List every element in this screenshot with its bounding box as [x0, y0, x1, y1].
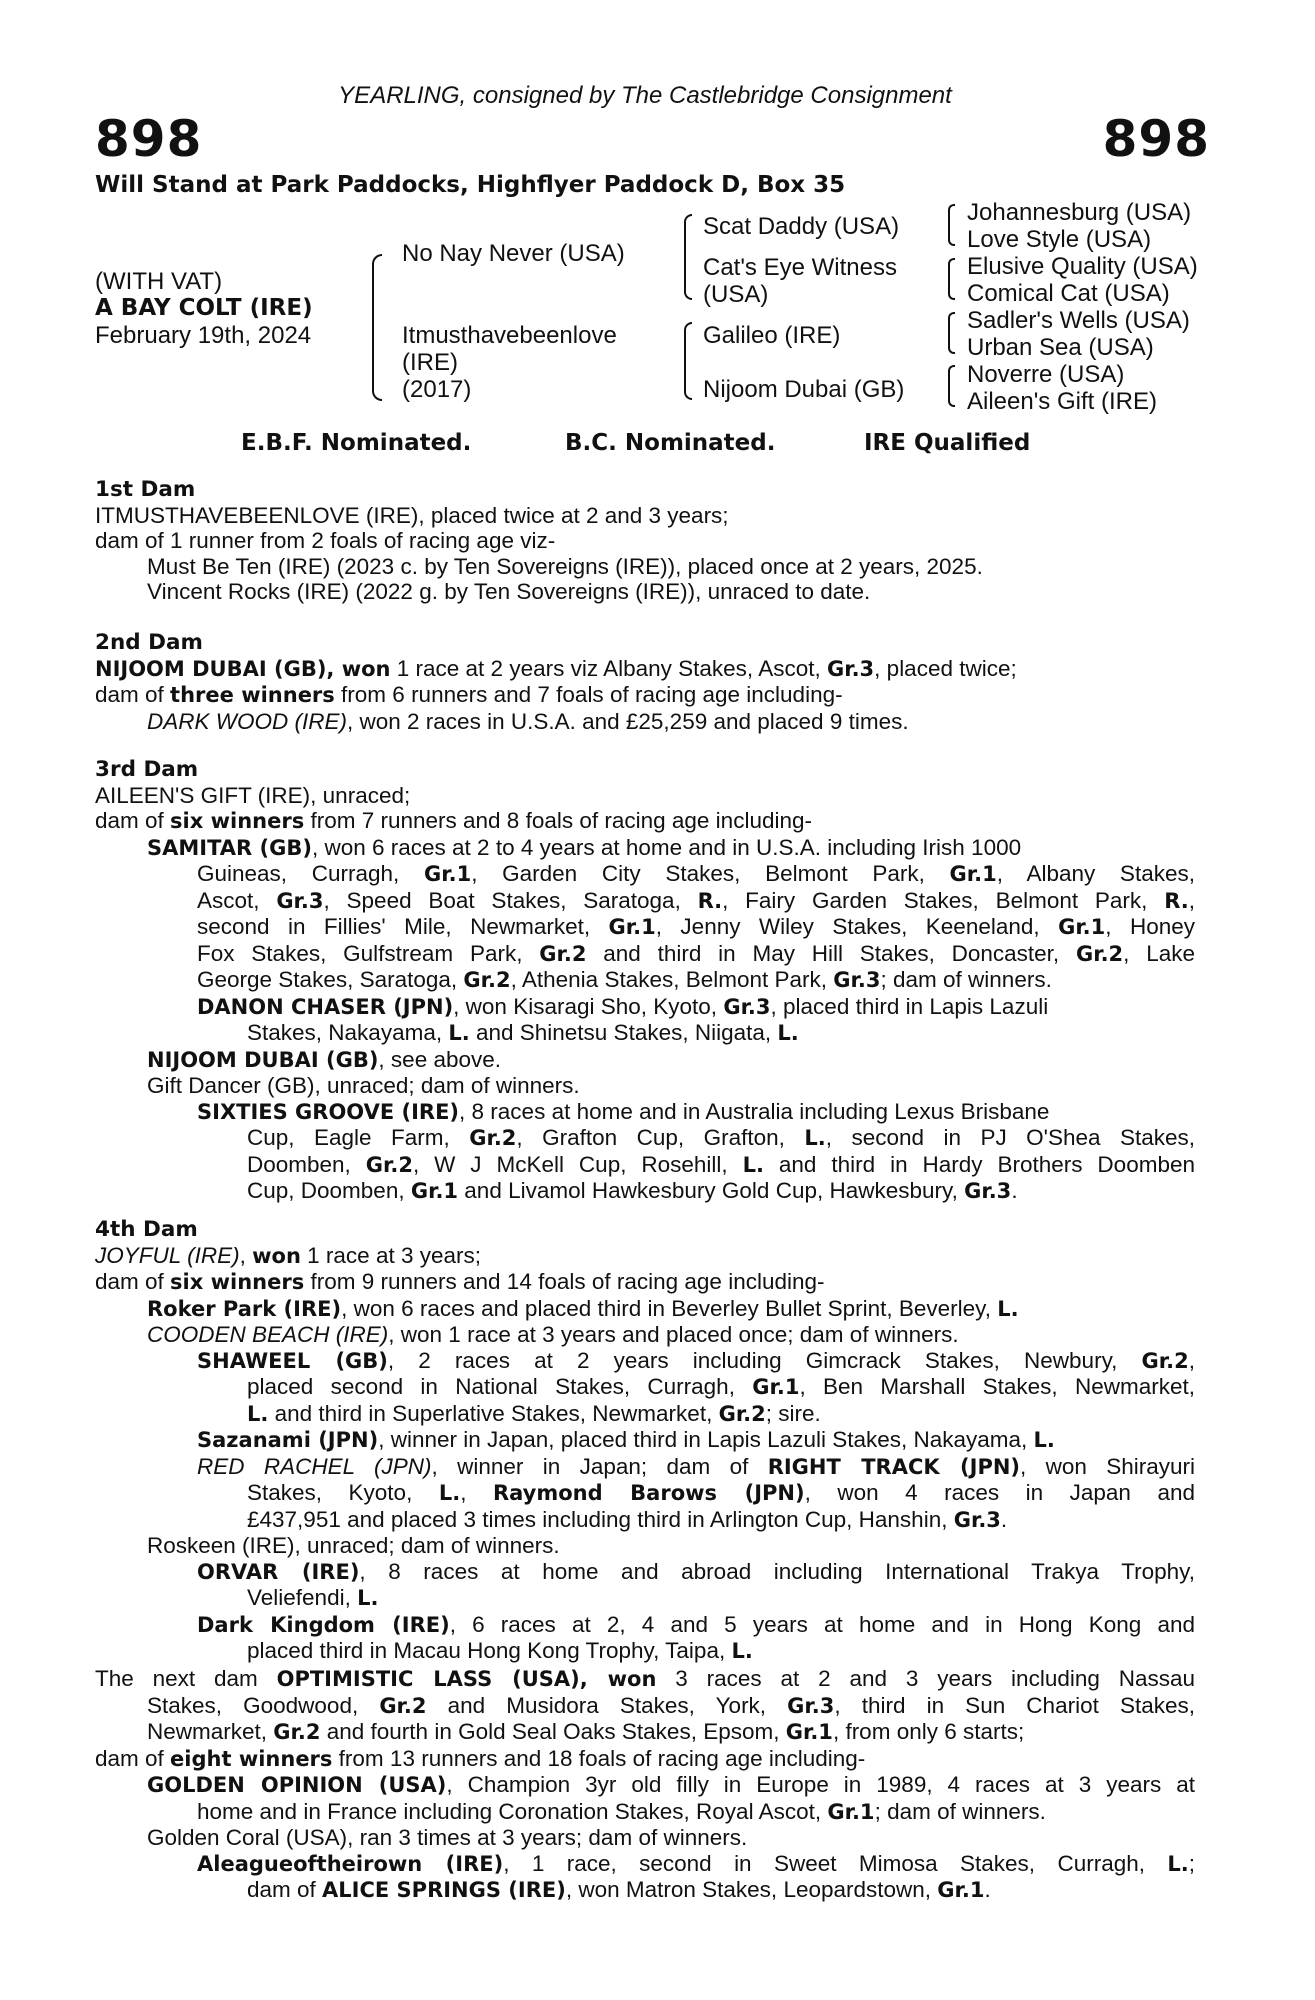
sire-dam-country: (USA) [703, 281, 769, 308]
produce-line: GOLDEN OPINION (USA), Champion 3yr old filly in Europe in 1989, 4 races at 3 years at [147, 1772, 1195, 1797]
produce-line: Roskeen (IRE), unraced; dam of winners. [147, 1533, 560, 1558]
horse-name: A BAY COLT (IRE) [95, 295, 313, 321]
dam-line: Stakes, Goodwood, Gr.2 and Musidora Stakes, York, Gr.3, third in Sun Chariot Stakes, [147, 1692, 1195, 1718]
sire-dam: Cat's Eye Witness [703, 254, 897, 281]
produce-line: NIJOOM DUBAI (GB), see above. [147, 1046, 502, 1072]
dam-line: dam of six winners from 7 runners and 8 foals of racing age including- [95, 808, 812, 833]
produce-line: George Stakes, Saratoga, Gr.2, Athenia Stakes, Belmont Park, Gr.3; dam of winners. [197, 967, 1052, 992]
section-title: 1st Dam [95, 477, 196, 502]
second-dam-section [95, 630, 1195, 734]
pedigree-brace [684, 214, 692, 300]
sss: Johannesburg (USA) [967, 199, 1192, 226]
pedigree-brace [948, 258, 955, 300]
dds: Noverre (USA) [967, 361, 1125, 388]
produce-line: Guineas, Curragh, Gr.1, Garden City Stakes, Belmont Park, Gr.1, Albany Stakes, [197, 861, 1195, 886]
foaling-date: February 19th, 2024 [95, 322, 312, 349]
pedigree-brace [684, 322, 692, 400]
produce-line: Dark Kingdom (IRE), 6 races at 2, 4 and 5 years at home and in Hong Kong and [197, 1611, 1195, 1637]
dam-line: dam of three winners from 6 runners and 7 foals of racing age including- [95, 682, 843, 707]
produce-line: Gift Dancer (GB), unraced; dam of winners. [147, 1073, 580, 1098]
produce-line: RED RACHEL (JPN), winner in Japan; dam of RIGHT TRACK (JPN), won Shirayuri [197, 1453, 1196, 1479]
produce-line: £437,951 and placed 3 times including third in Arlington Cup, Hanshin, Gr.3. [247, 1506, 1008, 1532]
produce-line: Stakes, Nakayama, L. and Shinetsu Stakes, Niigata, L. [247, 1020, 799, 1045]
dam-line: dam of eight winners from 13 runners and 18 foals of racing age including- [95, 1745, 866, 1771]
produce-line: L. and third in Superlative Stakes, Newmarket, Gr.2; sire. [247, 1400, 821, 1426]
dam-name: Itmusthavebeenlove [402, 322, 617, 349]
produce-line: SAMITAR (GB), won 6 races at 2 to 4 years at home and in U.S.A. including Irish 1000 [147, 834, 1022, 860]
dam-line: ITMUSTHAVEBEENLOVE (IRE), placed twice at 2 and 3 years; [95, 502, 729, 528]
ddd: Aileen's Gift (IRE) [967, 388, 1157, 415]
produce-line: home and in France including Coronation Stakes, Royal Ascot, Gr.1; dam of winners. [197, 1798, 1046, 1824]
fourth-dam-section [95, 1217, 1195, 1665]
produce-line: placed third in Macau Hong Kong Trophy, Taipa, L. [247, 1638, 753, 1663]
dam-line: NIJOOM DUBAI (GB), won 1 race at 2 years viz Albany Stakes, Ascot, Gr.3, placed twice; [95, 655, 1017, 681]
produce-line: DANON CHASER (JPN), won Kisaragi Sho, Kyoto, Gr.3, placed third in Lapis Lazuli [197, 993, 1049, 1019]
produce-line: ORVAR (IRE), 8 races at home and abroad including International Trakya Trophy, [197, 1558, 1196, 1584]
section-title: 3rd Dam [95, 757, 199, 782]
produce-line: SHAWEEL (GB), 2 races at 2 years including Gimcrack Stakes, Newbury, Gr.2, [197, 1347, 1195, 1373]
pedigree-brace [948, 204, 955, 246]
pedigree-brace [948, 365, 955, 407]
dam-line: Newmarket, Gr.2 and fourth in Gold Seal Oaks Stakes, Epsom, Gr.1, from only 6 starts; [147, 1719, 1025, 1744]
stand-location: Will Stand at Park Paddocks, Highflyer Paddock D, Box 35 [95, 172, 846, 198]
produce-line: DARK WOOD (IRE), won 2 races in U.S.A. and £25,259 and placed 9 times. [147, 708, 909, 734]
produce-line: Fox Stakes, Gulfstream Park, Gr.2 and third in May Hill Stakes, Doncaster, Gr.2, Lake [197, 940, 1196, 966]
lot-number-left: 898 [95, 110, 203, 168]
dss: Sadler's Wells (USA) [967, 307, 1190, 334]
first-dam-section [95, 477, 1195, 605]
sdd: Comical Cat (USA) [967, 280, 1170, 307]
produce-line: Doomben, Gr.2, W J McKell Cup, Rosehill, L. and third in Hardy Brothers Doomben [247, 1151, 1195, 1177]
sire: No Nay Never (USA) [402, 240, 625, 267]
section-title: 2nd Dam [95, 630, 203, 655]
ire-qualified: IRE Qualified [864, 430, 1031, 456]
dam-dam: Nijoom Dubai (GB) [703, 376, 905, 403]
produce-line: placed second in National Stakes, Curragh, Gr.1, Ben Marshall Stakes, Newmarket, [247, 1374, 1195, 1399]
dam-country: (IRE) [402, 349, 458, 376]
produce-line: Sazanami (JPN), winner in Japan, placed third in Lapis Lazuli Stakes, Nakayama, L. [197, 1427, 1055, 1452]
produce-line: Veliefendi, L. [247, 1585, 379, 1610]
pedigree-brace [948, 312, 955, 354]
section-title: 4th Dam [95, 1217, 198, 1242]
bc-nomination: B.C. Nominated. [565, 430, 776, 456]
produce-line: Golden Coral (USA), ran 3 times at 3 years; dam of winners. [147, 1825, 748, 1850]
produce-line: Aleagueoftheirown (IRE), 1 race, second in Sweet Mimosa Stakes, Curragh, L.; [197, 1850, 1195, 1876]
produce-line: SIXTIES GROOVE (IRE), 8 races at home and in Australia including Lexus Brisbane [197, 1098, 1050, 1124]
produce-line: Cup, Doomben, Gr.1 and Livamol Hawkesbury Gold Cup, Hawkesbury, Gr.3. [247, 1178, 1018, 1203]
produce-line: COODEN BEACH (IRE), won 1 race at 3 years and placed once; dam of winners. [147, 1322, 959, 1347]
dam-line: dam of 1 runner from 2 foals of racing age viz- [95, 528, 556, 553]
lot-subtitle: YEARLING, consigned by The Castlebridge Consignment [338, 82, 952, 109]
dam-line: AILEEN'S GIFT (IRE), unraced; [95, 782, 411, 808]
dsd: Urban Sea (USA) [967, 334, 1154, 361]
produce-line: Cup, Eagle Farm, Gr.2, Grafton Cup, Grafton, L., second in PJ O'Shea Stakes, [247, 1125, 1196, 1150]
pedigree-brace [372, 254, 382, 401]
produce-line: dam of ALICE SPRINGS (IRE), won Matron Stakes, Leopardstown, Gr.1. [247, 1877, 991, 1902]
produce-line: Stakes, Kyoto, L., Raymond Barows (JPN), won 4 races in Japan and [247, 1480, 1195, 1505]
dam-line: The next dam OPTIMISTIC LASS (USA), won 3 races at 2 and 3 years including Nassau [95, 1666, 1196, 1691]
produce-line: Ascot, Gr.3, Speed Boat Stakes, Saratoga, R., Fairy Garden Stakes, Belmont Park, R., [197, 887, 1195, 913]
produce-line: Roker Park (IRE), won 6 races and placed third in Beverley Bullet Sprint, Beverley, L. [147, 1295, 1019, 1321]
ebf-nomination: E.B.F. Nominated. [241, 430, 472, 456]
produce-line: Must Be Ten (IRE) (2023 c. by Ten Sovereigns (IRE)), placed once at 2 years, 2025. [147, 553, 983, 579]
next-dam-section [95, 1666, 1195, 1904]
dam-line: dam of six winners from 9 runners and 14 foals of racing age including- [95, 1269, 825, 1294]
vat-note: (WITH VAT) [95, 268, 223, 295]
lot-number-right: 898 [1102, 110, 1210, 168]
sire-sire: Scat Daddy (USA) [703, 213, 900, 240]
third-dam-section [95, 757, 1195, 1205]
dam-sire: Galileo (IRE) [703, 322, 841, 349]
produce-line: second in Fillies' Mile, Newmarket, Gr.1, Jenny Wiley Stakes, Keeneland, Gr.1, Honey [197, 914, 1196, 939]
produce-line: Vincent Rocks (IRE) (2022 g. by Ten Sovereigns (IRE)), unraced to date. [147, 579, 871, 604]
ssd: Love Style (USA) [967, 226, 1152, 253]
dam-year: (2017) [402, 376, 472, 403]
dam-line: JOYFUL (IRE), won 1 race at 3 years; [95, 1242, 481, 1268]
sds: Elusive Quality (USA) [967, 253, 1198, 280]
